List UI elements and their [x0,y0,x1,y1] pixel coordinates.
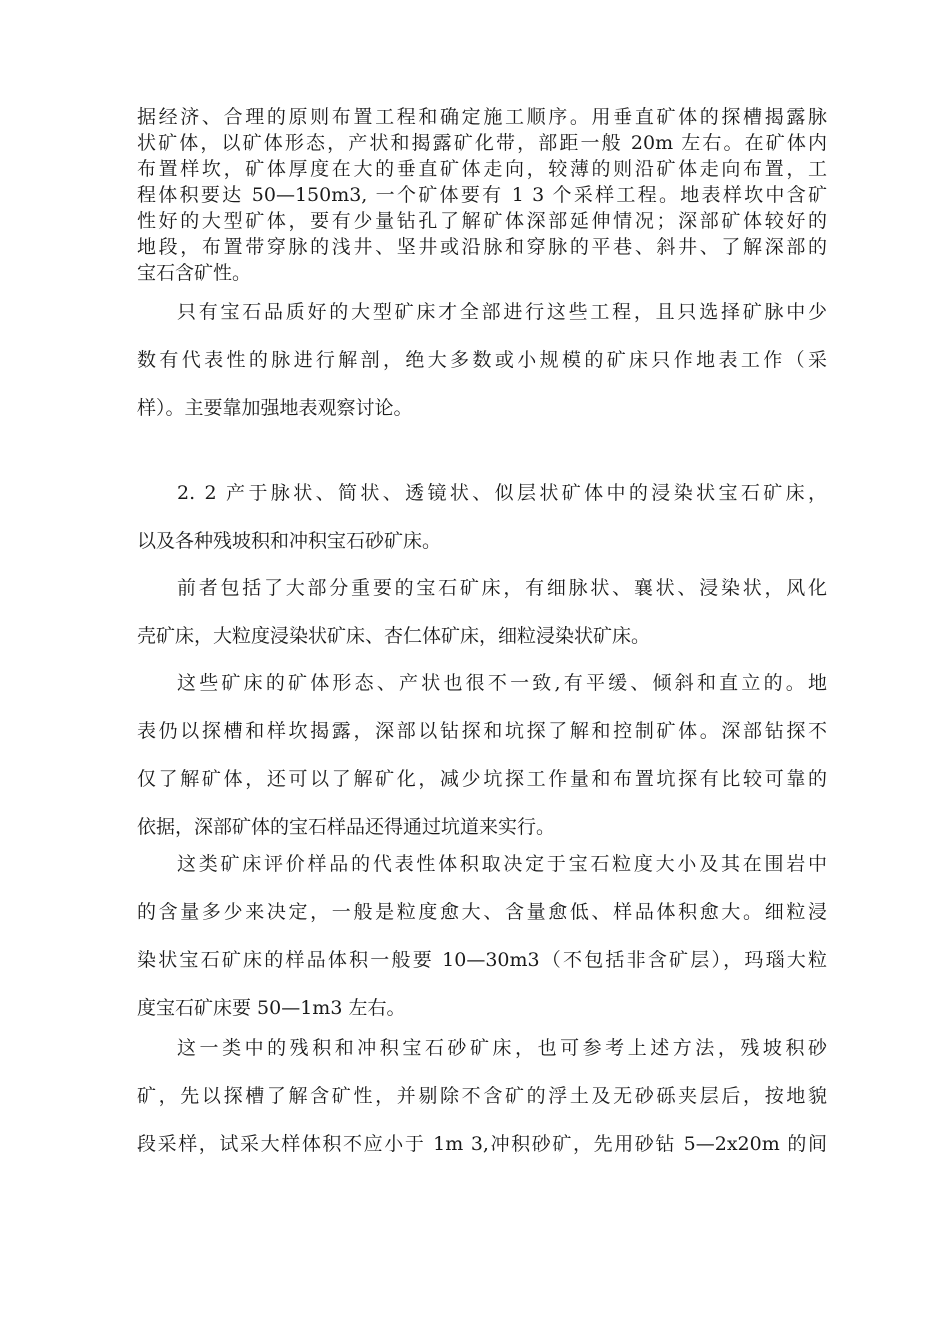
text-line: 样）。主要靠加强地表观察讨论。 [137,397,413,419]
text-line: 宝石含矿性。 [137,262,252,284]
text-line: 2. 2 产于脉状、简状、透镜状、似层状矿体中的浸染状宝石矿床， [177,482,827,504]
text-line: 依据，深部矿体的宝石样品还得通过坑道来实行。 [137,816,556,838]
paragraph-placer-deposits [137,1024,827,1168]
text-line: 染状宝石矿床的样品体积一般要 10—30m3（不包括非含矿层），玛瑙大粒 [137,949,827,971]
paragraph-former-includes [137,564,827,660]
text-line: 表仍以探槽和样坎揭露，深部以钻探和坑探了解和控制矿体。深部钻探不 [137,720,827,742]
text-line: 矿，先以探槽了解含矿性，并剔除不含矿的浮土及无砂砾夹层后，按地貌 [137,1085,827,1107]
text-line: 布置样坎，矿体厚度在大的垂直矿体走向，较薄的则沿矿体走向布置，工 [137,158,827,180]
text-line: 以及各种残坡积和冲积宝石砂矿床。 [137,530,442,552]
paragraph-continued [137,104,827,286]
text-line: 数有代表性的脉进行解剖，绝大多数或小规模的矿床只作地表工作（采 [137,349,827,371]
text-line: 仅了解矿体，还可以了解矿化，减少坑探工作量和布置坑探有比较可靠的 [137,768,827,790]
paragraph-large-deposits [137,288,827,432]
section-heading-2-2 [137,469,827,565]
text-line: 据经济、合理的原则布置工程和确定施工顺序。用垂直矿体的探槽揭露脉 [137,106,827,128]
text-line: 状矿体，以矿体形态，产状和揭露矿化带，部距一般 20m 左右。在矿体内 [137,132,827,154]
text-line: 这类矿床评价样品的代表性体积取决定于宝石粒度大小及其在围岩中 [177,853,827,875]
text-line: 段采样，试采大样体积不应小于 1m 3,冲积砂矿，先用砂钻 5—2x20m 的间 [137,1133,827,1155]
text-line: 程体积要达 50—150m3, 一个矿体要有 1 3 个采样工程。地表样坎中含矿 [137,184,827,206]
text-line: 前者包括了大部分重要的宝石矿床，有细脉状、襄状、浸染状，风化 [177,577,827,599]
text-line: 度宝石矿床要 50—1m3 左右。 [137,997,406,1019]
text-line: 这些矿床的矿体形态、产状也很不一致,有平缓、倾斜和直立的。地 [177,672,827,694]
text-line: 壳矿床，大粒度浸染状矿床、杏仁体矿床，细粒浸染状矿床。 [137,625,651,647]
text-line: 性好的大型矿体，要有少量钻孔了解矿体深部延伸情况；深部矿体较好的 [137,210,827,232]
paragraph-sample-volume [137,840,827,1032]
text-line: 的含量多少来决定，一般是粒度愈大、含量愈低、样品体积愈大。细粒浸 [137,901,827,923]
paragraph-ore-body-shape [137,659,827,851]
text-line: 这一类中的残积和冲积宝石砂矿床，也可参考上述方法，残坡积砂 [177,1037,827,1059]
text-line: 地段，布置带穿脉的浅井、坚井或沿脉和穿脉的平巷、斜井、了解深部的 [137,236,827,258]
text-line: 只有宝石品质好的大型矿床才全部进行这些工程，且只选择矿脉中少 [177,301,827,323]
